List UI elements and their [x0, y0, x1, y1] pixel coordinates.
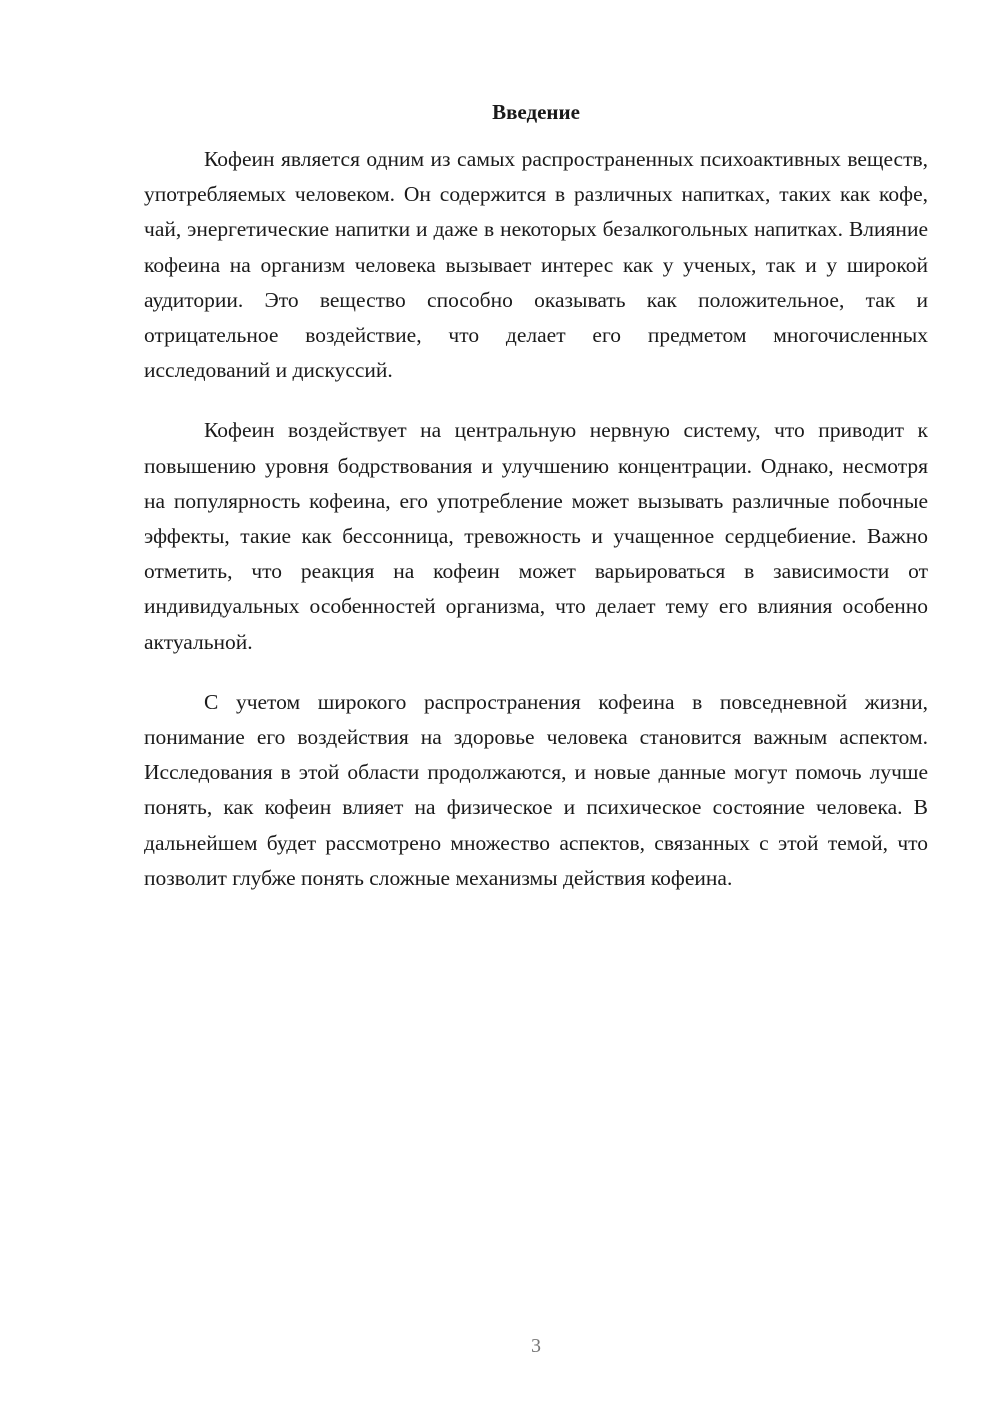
paragraph-2: Кофеин воздействует на центральную нервную систему, что приводит к повышению уровня бодрствования и улучшению концентрации. Однако, несмотря на популярность кофеина, его употребление может вызывать различные побочные эффекты, такие как бессонница, тревожность и учащенное сердцебиение. Важно отметить, что реакция на кофеин может варьироваться в зависимости от индивидуальных особенностей организма, что делает тему его влияния особенно актуальной. — [144, 418, 928, 654]
body-text — [144, 142, 928, 921]
paragraph-3: С учетом широкого распространения кофеина в повседневной жизни, понимание его воздействия на здоровье человека становится важным аспектом. Исследования в этой области продолжаются, и новые данные могут помочь лучше понять, как кофеин влияет на физическое и психическое состояние человека. В дальнейшем будет рассмотрено множество аспектов, связанных с этой темой, что позволит глубже понять сложные механизмы действия кофеина. — [144, 689, 928, 890]
paragraph-1: Кофеин является одним из самых распространенных психоактивных веществ, употребляемых человеком. Он содержится в различных напитках, таких как кофе, чай, энергетические напитки и даже в некоторых безалкогольных напитках. Влияние кофеина на организм человека вызывает интерес как у ученых, так и у широкой аудитории. Это вещество способно оказывать как положительное, так и отрицательное воздействие, что делает его предметом многочисленных исследований и дискуссий. — [144, 147, 928, 383]
section-title: Введение — [492, 100, 580, 124]
page-number: 3 — [531, 1335, 541, 1357]
